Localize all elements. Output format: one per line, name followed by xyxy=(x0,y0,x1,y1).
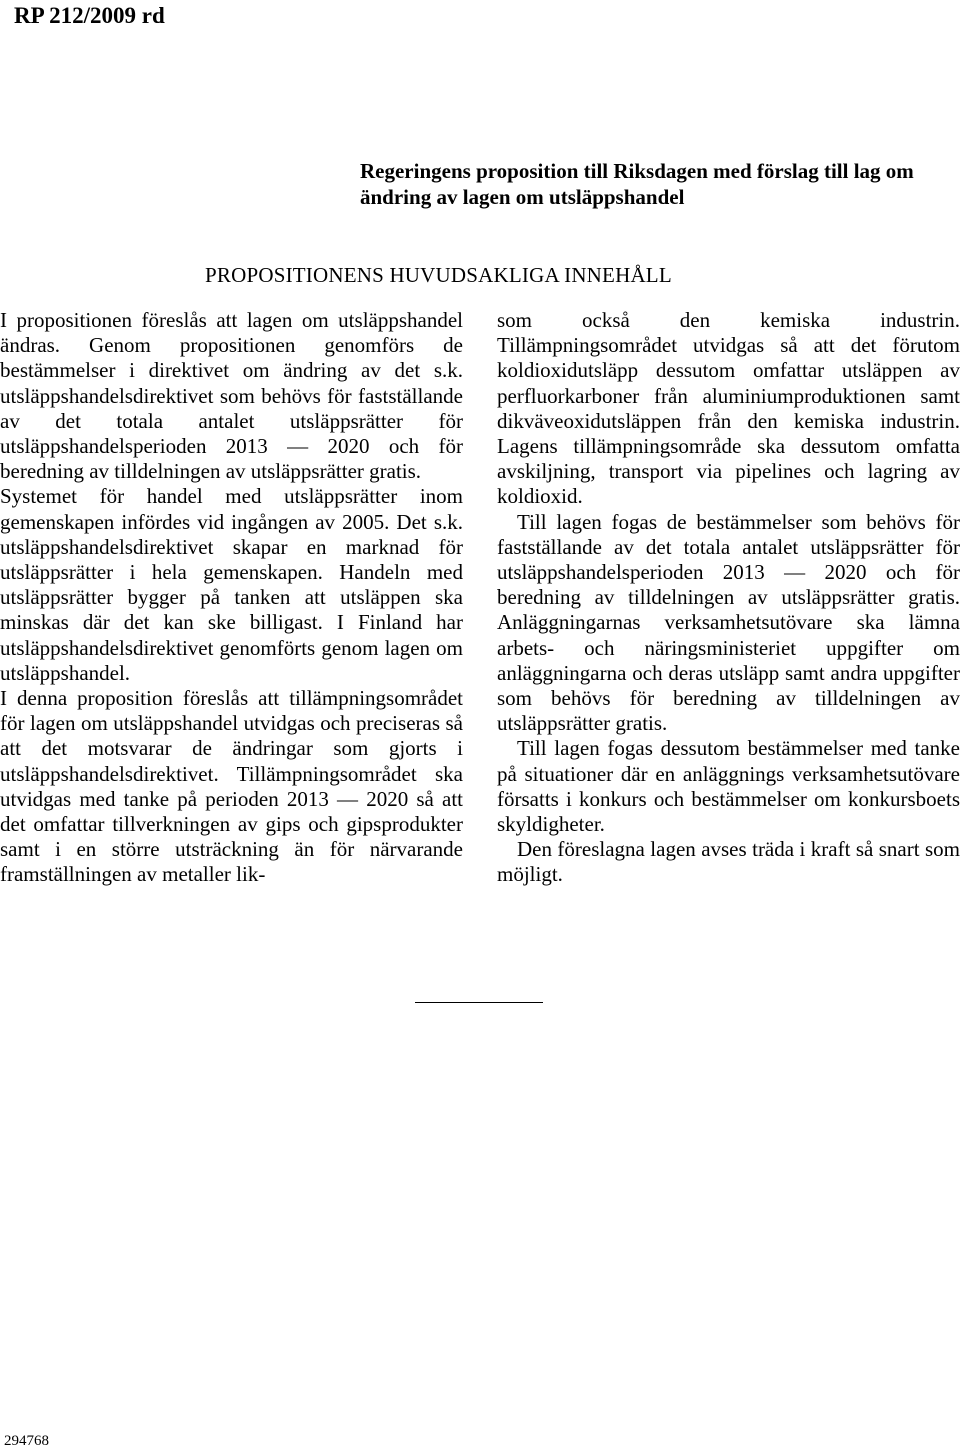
paragraph: Till lagen fogas de bestämmelser som behövs för fastställande av det totala antalet utsläppsrätter för utsläppshandelsperioden 2013 — 2020 och för beredning av tilldelningen av utsläppsrätter gratis. Anläggningarnas verksamhetsutövare ska lämna arbets- och näringsministeriet uppgifter om anläggningarna och deras utsläpp samt andra uppgifter som behövs för beredning av tilldelningen av utsläppsrätter gratis. xyxy=(497,509,960,736)
paragraph: som också den kemiska industrin. Tillämpningsområdet utvidgas så att det förutom koldioxidutsläpp dessutom omfattar utsläppen av perfluorkarboner från aluminiumproduktionen samt dikväveoxidutsläppen från den kemiska industrin. Lagens tillämpningsområde ska dessutom omfatta avskiljning, transport via pipelines och lagring av koldioxid. xyxy=(497,308,960,509)
paragraph: Systemet för handel med utsläppsrätter inom gemenskapen infördes vid ingången av 2005. Det s.k. utsläppshandelsdirektivet skapar en marknad för utsläppsrätter i hela gemenskapen. Handeln med utsläppsrätter bygger på tanken att utsläppen ska minskas där det kan ske billigast. I Finland har utsläppshandelsdirektivet genomförts genom lagen om utsläppshandel. xyxy=(0,484,463,685)
page-code: 294768 xyxy=(4,1433,49,1449)
section-heading: PROPOSITIONENS HUVUDSAKLIGA INNEHÅLL xyxy=(205,263,672,287)
document-title: Regeringens proposition till Riksdagen med förslag till lag om ändring av lagen om utsläppshandel xyxy=(360,159,914,209)
paragraph: Den föreslagna lagen avses träda i kraft så snart som möjligt. xyxy=(497,837,960,887)
end-rule xyxy=(415,1002,543,1003)
right-column xyxy=(497,308,960,888)
left-column xyxy=(0,308,463,888)
paragraph: I propositionen föreslås att lagen om utsläppshandel ändras. Genom propositionen genomförs de bestämmelser i direktivet om ändring av det s.k. utsläppshandelsdirektivet som behövs för fastställande av det totala antalet utsläppsrätter för utsläppshandelsperioden 2013 — 2020 och för beredning av tilldelningen av utsläppsrätter gratis. xyxy=(0,308,463,484)
paragraph: I denna proposition föreslås att tillämpningsområdet för lagen om utsläppshandel utvidgas och preciseras så att det motsvarar de ändringar som gjorts i utsläppshandelsdirektivet. Tillämpningsområdet ska utvidgas med tanke på perioden 2013 — 2020 så att det omfattar tillverkningen av gips och gipsprodukter samt i en större utsträckning än för närvarande framställningen av metaller lik- xyxy=(0,686,463,887)
paragraph: Till lagen fogas dessutom bestämmelser med tanke på situationer där en anläggnings verksamhetsutövare försatts i konkurs och bestämmelser om konkursboets skyldigheter. xyxy=(497,736,960,837)
document-id: RP 212/2009 rd xyxy=(14,3,165,28)
